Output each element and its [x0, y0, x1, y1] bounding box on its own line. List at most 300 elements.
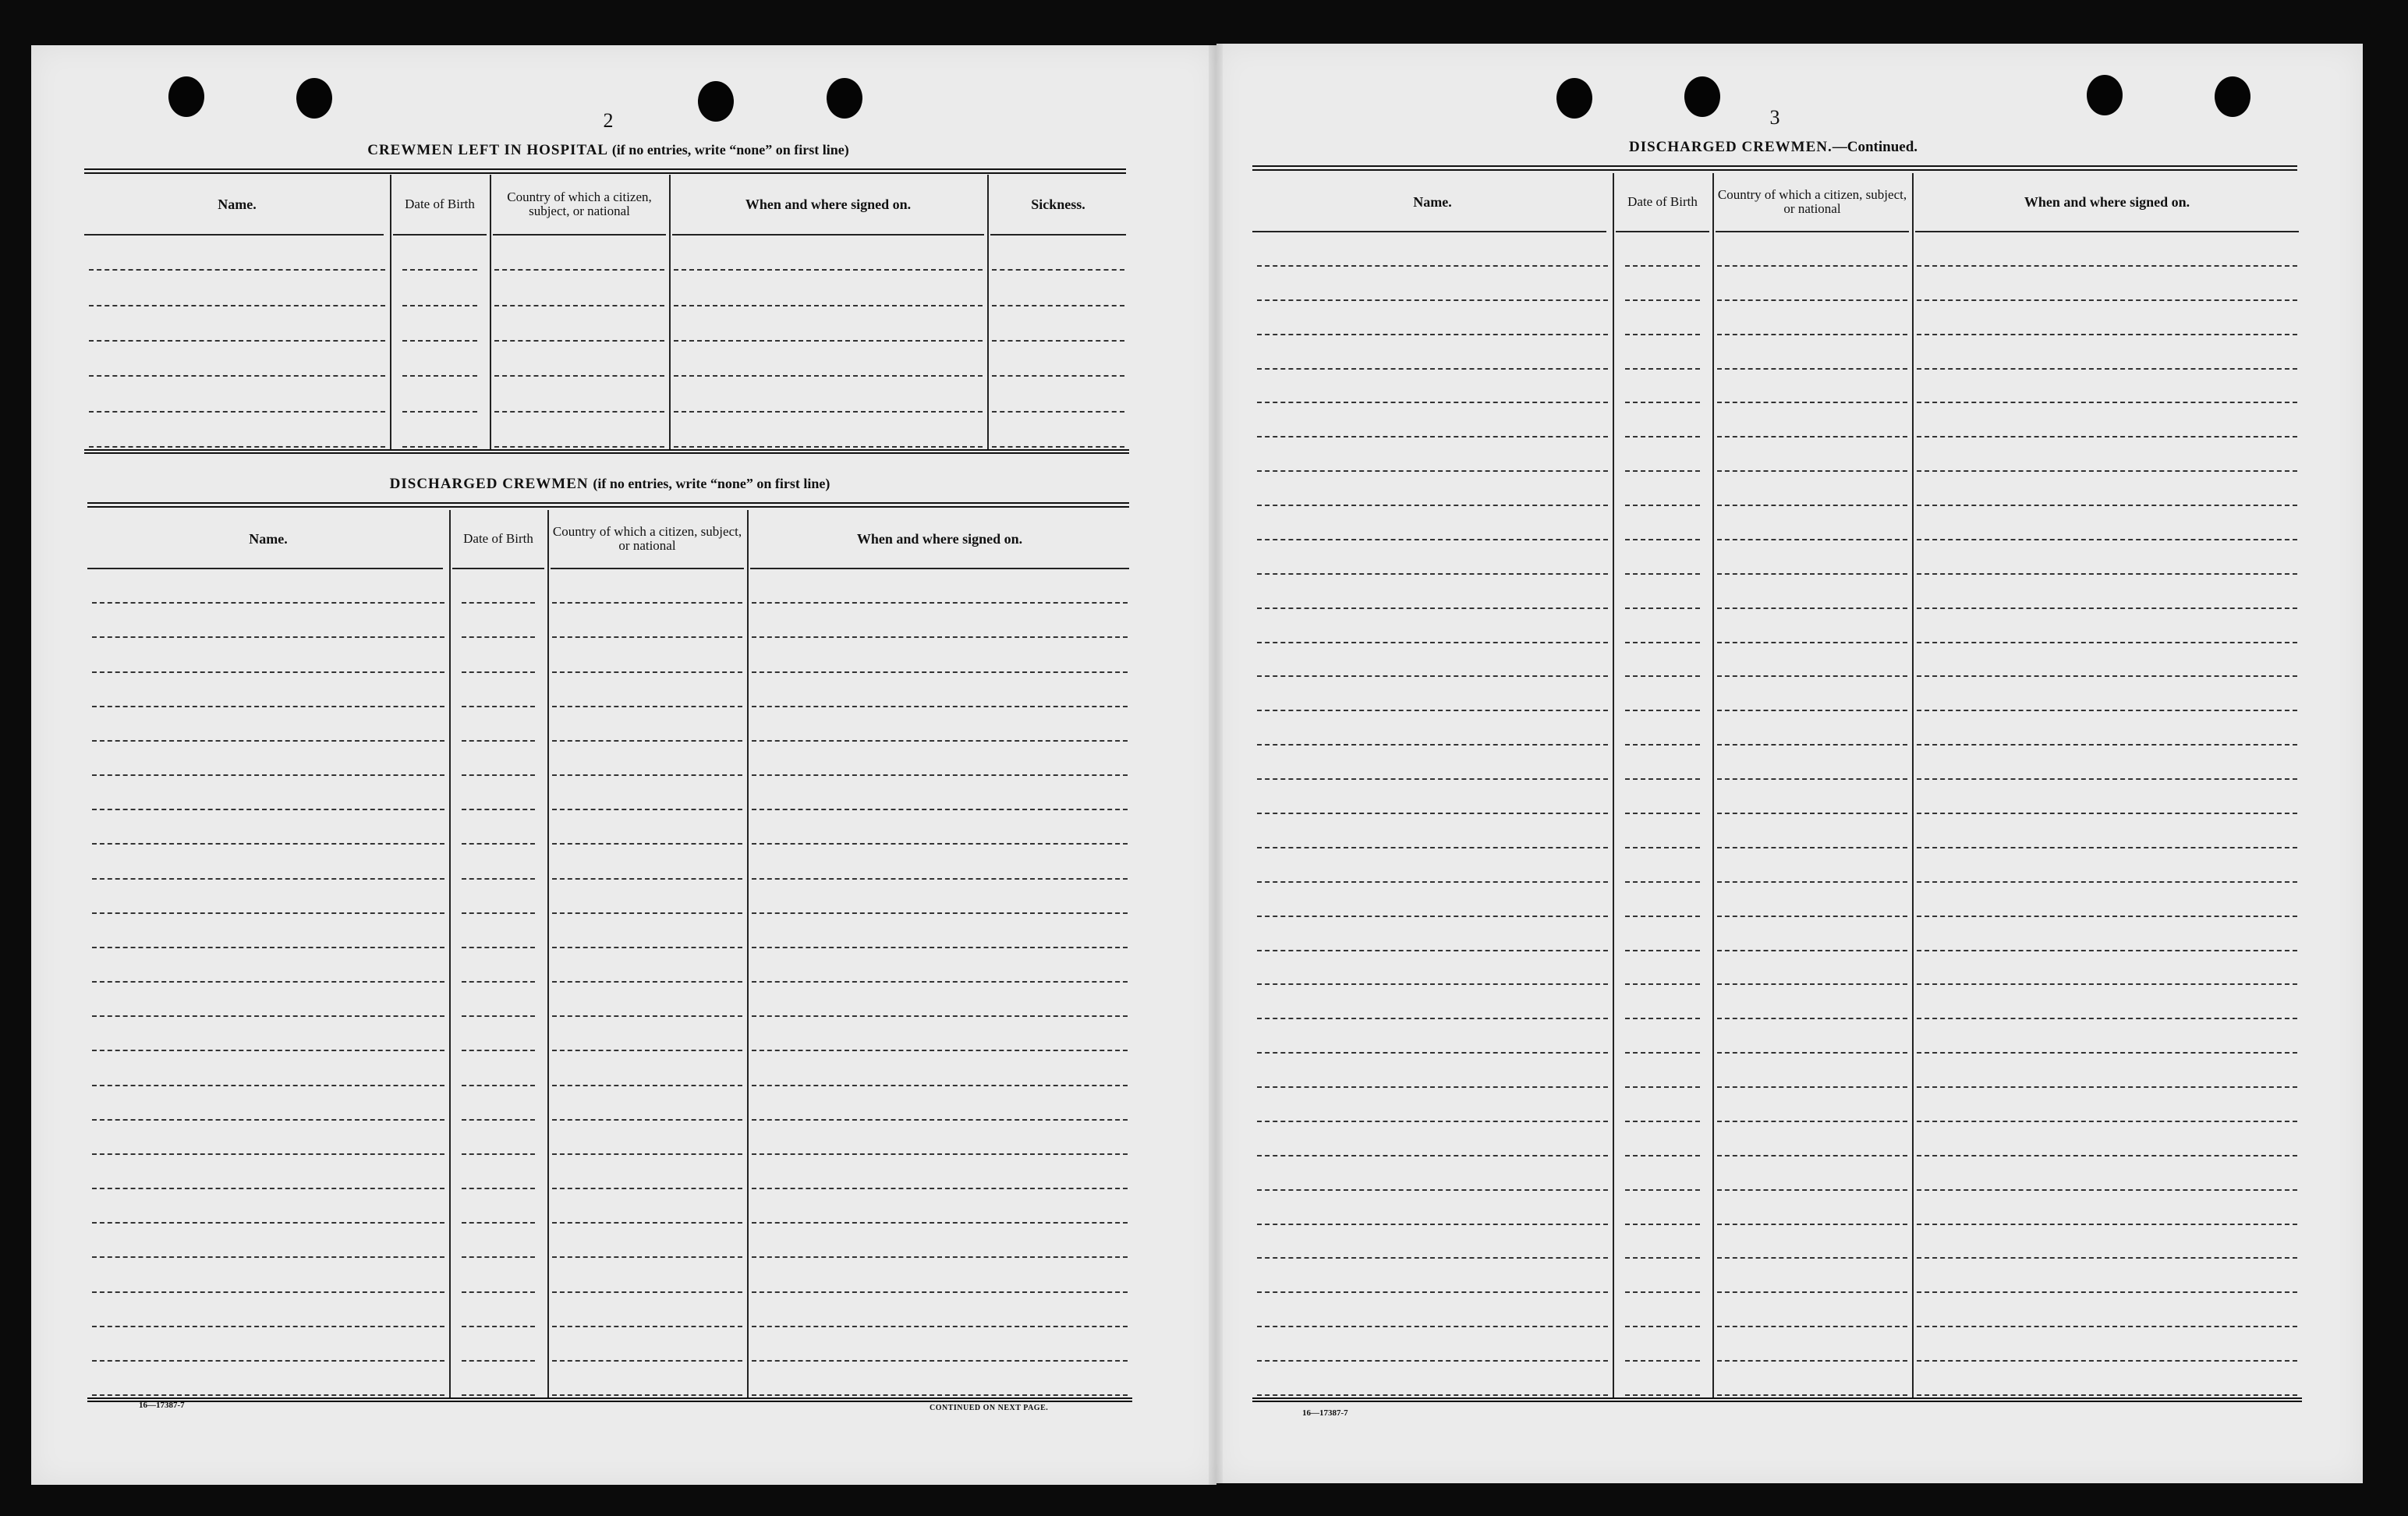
entry-line[interactable] — [552, 671, 742, 673]
entry-line[interactable] — [752, 1119, 1128, 1121]
entry-line[interactable] — [1257, 436, 1608, 437]
entry-line[interactable] — [1257, 1257, 1608, 1259]
header-underline — [452, 568, 544, 569]
entry-line[interactable] — [752, 843, 1128, 845]
entry-line[interactable] — [1257, 983, 1608, 985]
entry-line[interactable] — [1917, 1018, 2297, 1019]
form-code-right: 16—17387-7 — [1302, 1408, 1348, 1418]
entry-line[interactable] — [1717, 847, 1907, 848]
entry-line[interactable] — [1917, 1291, 2297, 1293]
entry-line[interactable] — [462, 636, 535, 638]
entry-line[interactable] — [1917, 813, 2297, 814]
entry-line[interactable] — [402, 375, 477, 377]
entry-line[interactable] — [552, 1085, 742, 1086]
entry-line[interactable] — [462, 1015, 535, 1017]
entry-line[interactable] — [552, 706, 742, 707]
entry-line[interactable] — [1257, 1155, 1608, 1156]
header-underline — [990, 234, 1126, 236]
entry-line[interactable] — [92, 878, 444, 880]
entry-line[interactable] — [1625, 470, 1700, 472]
entry-line[interactable] — [1257, 778, 1608, 780]
entry-line[interactable] — [92, 809, 444, 810]
entry-line[interactable] — [1717, 778, 1907, 780]
entry-line[interactable] — [1257, 539, 1608, 540]
column-header: Date of Birth — [405, 197, 475, 211]
entry-line[interactable] — [1917, 402, 2297, 403]
entry-line[interactable] — [992, 340, 1124, 342]
entry-line[interactable] — [92, 843, 444, 845]
entry-line[interactable] — [92, 636, 444, 638]
column-divider — [449, 510, 451, 1397]
punch-hole — [168, 76, 204, 117]
entry-line[interactable] — [1917, 539, 2297, 540]
entry-line[interactable] — [462, 1394, 535, 1396]
continued-note: CONTINUED ON NEXT PAGE. — [930, 1404, 1049, 1412]
entry-line[interactable] — [552, 878, 742, 880]
entry-line[interactable] — [89, 375, 385, 377]
entry-line[interactable] — [92, 1291, 444, 1293]
entry-line[interactable] — [1257, 1291, 1608, 1293]
entry-line[interactable] — [552, 1188, 742, 1189]
entry-line[interactable] — [1257, 470, 1608, 472]
entry-line[interactable] — [552, 1394, 742, 1396]
entry-line[interactable] — [92, 1188, 444, 1189]
entry-line[interactable] — [1625, 847, 1700, 848]
entry-line[interactable] — [1917, 916, 2297, 917]
entry-line[interactable] — [462, 947, 535, 948]
entry-line[interactable] — [1625, 299, 1700, 301]
table-bottom-rule — [1252, 1397, 2302, 1402]
discharged-continued-text: DISCHARGED CREWMEN. — [1628, 139, 1833, 155]
column-header: Country of which a citizen, subject, or national — [1717, 187, 1907, 216]
entry-line[interactable] — [752, 671, 1128, 673]
entry-line[interactable] — [1717, 813, 1907, 814]
column-divider — [490, 175, 491, 449]
column-header: Name. — [1413, 194, 1452, 210]
entry-line[interactable] — [1625, 813, 1700, 814]
entry-line[interactable] — [1717, 1257, 1907, 1259]
entry-line[interactable] — [552, 1360, 742, 1362]
entry-line[interactable] — [992, 305, 1124, 306]
entry-line[interactable] — [1917, 1052, 2297, 1054]
entry-line[interactable] — [1717, 675, 1907, 677]
column-divider — [390, 175, 391, 449]
entry-line[interactable] — [1717, 436, 1907, 437]
punch-hole — [1684, 76, 1720, 117]
entry-line[interactable] — [552, 1050, 742, 1051]
entry-line[interactable] — [1625, 1052, 1700, 1054]
entry-line[interactable] — [1717, 402, 1907, 403]
entry-line[interactable] — [1257, 881, 1608, 883]
entry-line[interactable] — [674, 411, 983, 413]
entry-line[interactable] — [1625, 710, 1700, 711]
entry-line[interactable] — [552, 1015, 742, 1017]
entry-line[interactable] — [1917, 710, 2297, 711]
entry-line[interactable] — [1625, 1326, 1700, 1327]
entry-line[interactable] — [462, 1153, 535, 1155]
entry-line[interactable] — [1625, 744, 1700, 746]
entry-line[interactable] — [1917, 436, 2297, 437]
entry-line[interactable] — [1717, 265, 1907, 267]
discharged-continued-title — [1629, 139, 1918, 156]
entry-line[interactable] — [552, 947, 742, 948]
entry-line[interactable] — [1257, 744, 1608, 746]
entry-line[interactable] — [1257, 573, 1608, 575]
entry-line[interactable] — [462, 1222, 535, 1224]
entry-line[interactable] — [1917, 1155, 2297, 1156]
discharged-section-title — [390, 476, 830, 493]
column-divider — [1912, 173, 1914, 1397]
entry-line[interactable] — [1717, 1326, 1907, 1327]
entry-line[interactable] — [1917, 778, 2297, 780]
entry-line[interactable] — [1717, 744, 1907, 746]
entry-line[interactable] — [92, 1085, 444, 1086]
entry-line[interactable] — [1717, 505, 1907, 506]
entry-line[interactable] — [1625, 1018, 1700, 1019]
column-header: When and where signed on. — [856, 531, 1023, 547]
entry-line[interactable] — [674, 340, 983, 342]
hospital-title-note: (if no entries, write “none” on first line) — [611, 142, 849, 158]
entry-line[interactable] — [494, 411, 664, 413]
entry-line[interactable] — [752, 1153, 1128, 1155]
entry-line[interactable] — [1717, 1224, 1907, 1225]
entry-line[interactable] — [89, 340, 385, 342]
entry-line[interactable] — [552, 1326, 742, 1327]
entry-line[interactable] — [552, 1119, 742, 1121]
entry-line[interactable] — [752, 1050, 1128, 1051]
entry-line[interactable] — [1717, 470, 1907, 472]
page-fold — [1209, 44, 1223, 1485]
entry-line[interactable] — [1625, 1086, 1700, 1088]
entry-line[interactable] — [752, 981, 1128, 983]
entry-line[interactable] — [462, 1119, 535, 1121]
entry-line[interactable] — [1917, 1326, 2297, 1327]
entry-line[interactable] — [1257, 334, 1608, 335]
column-divider — [747, 510, 749, 1397]
column-divider — [547, 510, 549, 1397]
entry-line[interactable] — [462, 671, 535, 673]
entry-line[interactable] — [1717, 1360, 1907, 1362]
entry-line[interactable] — [1625, 334, 1700, 335]
entry-line[interactable] — [494, 305, 664, 306]
entry-line[interactable] — [402, 340, 477, 342]
entry-line[interactable] — [462, 774, 535, 776]
entry-line[interactable] — [1257, 1224, 1608, 1225]
entry-line[interactable] — [92, 671, 444, 673]
entry-line[interactable] — [402, 446, 477, 448]
entry-line[interactable] — [1625, 1257, 1700, 1259]
entry-line[interactable] — [752, 912, 1128, 914]
hospital-section-title — [367, 142, 849, 159]
header-underline — [1252, 231, 1606, 232]
entry-line[interactable] — [552, 843, 742, 845]
entry-line[interactable] — [1257, 916, 1608, 917]
entry-line[interactable] — [92, 1015, 444, 1017]
entry-line[interactable] — [752, 809, 1128, 810]
entry-line[interactable] — [1625, 1291, 1700, 1293]
header-underline — [493, 234, 666, 236]
entry-line[interactable] — [1917, 950, 2297, 951]
column-header: Name. — [218, 197, 257, 212]
entry-line[interactable] — [92, 1119, 444, 1121]
entry-line[interactable] — [92, 1326, 444, 1327]
entry-line[interactable] — [494, 269, 664, 271]
entry-line[interactable] — [1257, 813, 1608, 814]
entry-line[interactable] — [752, 740, 1128, 742]
entry-line[interactable] — [552, 1153, 742, 1155]
entry-line[interactable] — [1917, 334, 2297, 335]
entry-line[interactable] — [1917, 744, 2297, 746]
entry-line[interactable] — [494, 375, 664, 377]
entry-line[interactable] — [1257, 1189, 1608, 1191]
entry-line[interactable] — [1717, 573, 1907, 575]
punch-hole — [296, 78, 332, 119]
entry-line[interactable] — [402, 269, 477, 271]
entry-line[interactable] — [1625, 539, 1700, 540]
entry-line[interactable] — [462, 1188, 535, 1189]
entry-line[interactable] — [1625, 1394, 1700, 1396]
entry-line[interactable] — [552, 1222, 742, 1224]
entry-line[interactable] — [552, 1291, 742, 1293]
entry-line[interactable] — [1917, 675, 2297, 677]
entry-line[interactable] — [462, 981, 535, 983]
entry-line[interactable] — [752, 636, 1128, 638]
entry-line[interactable] — [1625, 881, 1700, 883]
column-header: Name. — [249, 531, 288, 547]
entry-line[interactable] — [1625, 950, 1700, 951]
entry-line[interactable] — [1257, 1326, 1608, 1327]
entry-line[interactable] — [494, 446, 664, 448]
entry-line[interactable] — [462, 843, 535, 845]
entry-line[interactable] — [1625, 1189, 1700, 1191]
entry-line[interactable] — [462, 809, 535, 810]
entry-line[interactable] — [92, 947, 444, 948]
entry-line[interactable] — [1717, 642, 1907, 643]
entry-line[interactable] — [462, 706, 535, 707]
entry-line[interactable] — [89, 305, 385, 306]
entry-line[interactable] — [1257, 847, 1608, 848]
form-code-left: 16—17387-7 — [139, 1401, 185, 1410]
entry-line[interactable] — [1717, 334, 1907, 335]
punch-hole — [2087, 75, 2123, 115]
entry-line[interactable] — [1717, 1086, 1907, 1088]
entry-line[interactable] — [1625, 368, 1700, 370]
entry-line[interactable] — [752, 1394, 1128, 1396]
entry-line[interactable] — [1917, 983, 2297, 985]
entry-line[interactable] — [1257, 642, 1608, 643]
entry-line[interactable] — [674, 446, 983, 448]
entry-line[interactable] — [92, 602, 444, 604]
entry-line[interactable] — [402, 305, 477, 306]
discharged-table-right — [1252, 173, 2302, 1397]
entry-line[interactable] — [1717, 916, 1907, 917]
entry-line[interactable] — [92, 740, 444, 742]
entry-line[interactable] — [1625, 607, 1700, 609]
entry-line[interactable] — [552, 809, 742, 810]
entry-line[interactable] — [552, 981, 742, 983]
entry-line[interactable] — [92, 1360, 444, 1362]
entry-line[interactable] — [1917, 299, 2297, 301]
entry-line[interactable] — [1717, 1394, 1907, 1396]
entry-line[interactable] — [462, 1291, 535, 1293]
entry-line[interactable] — [92, 1394, 444, 1396]
entry-line[interactable] — [992, 411, 1124, 413]
entry-line[interactable] — [1257, 607, 1608, 609]
entry-line[interactable] — [1717, 1121, 1907, 1122]
entry-line[interactable] — [1625, 642, 1700, 643]
entry-line[interactable] — [752, 706, 1128, 707]
entry-line[interactable] — [494, 340, 664, 342]
entry-line[interactable] — [1717, 1052, 1907, 1054]
entry-line[interactable] — [1917, 607, 2297, 609]
entry-line[interactable] — [752, 947, 1128, 948]
entry-line[interactable] — [1917, 265, 2297, 267]
entry-line[interactable] — [462, 740, 535, 742]
entry-line[interactable] — [462, 1360, 535, 1362]
entry-line[interactable] — [1625, 402, 1700, 403]
entry-line[interactable] — [1257, 505, 1608, 506]
entry-line[interactable] — [1257, 950, 1608, 951]
entry-line[interactable] — [92, 912, 444, 914]
entry-line[interactable] — [1257, 1052, 1608, 1054]
entry-line[interactable] — [752, 1326, 1128, 1327]
entry-line[interactable] — [1625, 505, 1700, 506]
entry-line[interactable] — [752, 878, 1128, 880]
entry-line[interactable] — [552, 740, 742, 742]
page-number: 2 — [603, 109, 614, 132]
entry-line[interactable] — [92, 706, 444, 707]
entry-line[interactable] — [752, 1291, 1128, 1293]
entry-line[interactable] — [1917, 1086, 2297, 1088]
entry-line[interactable] — [1917, 368, 2297, 370]
entry-line[interactable] — [1257, 299, 1608, 301]
entry-line[interactable] — [462, 1050, 535, 1051]
entry-line[interactable] — [1257, 710, 1608, 711]
header-underline — [87, 568, 443, 569]
entry-line[interactable] — [752, 1256, 1128, 1258]
entry-line[interactable] — [1917, 1189, 2297, 1191]
entry-line[interactable] — [92, 1256, 444, 1258]
entry-line[interactable] — [89, 411, 385, 413]
entry-line[interactable] — [1257, 675, 1608, 677]
entry-line[interactable] — [1257, 368, 1608, 370]
entry-line[interactable] — [992, 269, 1124, 271]
column-header: Sickness. — [1031, 197, 1085, 212]
entry-line[interactable] — [552, 636, 742, 638]
entry-line[interactable] — [1625, 1155, 1700, 1156]
entry-line[interactable] — [674, 375, 983, 377]
entry-line[interactable] — [752, 1085, 1128, 1086]
entry-line[interactable] — [1257, 1121, 1608, 1122]
entry-line[interactable] — [1625, 983, 1700, 985]
entry-line[interactable] — [752, 1188, 1128, 1189]
entry-line[interactable] — [1717, 983, 1907, 985]
entry-line[interactable] — [1717, 950, 1907, 951]
entry-line[interactable] — [92, 981, 444, 983]
entry-line[interactable] — [1625, 1360, 1700, 1362]
entry-line[interactable] — [1717, 607, 1907, 609]
entry-line[interactable] — [462, 1256, 535, 1258]
entry-line[interactable] — [1717, 299, 1907, 301]
entry-line[interactable] — [92, 1222, 444, 1224]
entry-line[interactable] — [552, 774, 742, 776]
entry-line[interactable] — [992, 446, 1124, 448]
entry-line[interactable] — [1717, 368, 1907, 370]
entry-line[interactable] — [1625, 436, 1700, 437]
hospital-top-rule — [84, 168, 1126, 174]
entry-line[interactable] — [1257, 1018, 1608, 1019]
column-divider — [987, 175, 989, 449]
entry-line[interactable] — [1625, 265, 1700, 267]
entry-line[interactable] — [1917, 1360, 2297, 1362]
entry-line[interactable] — [462, 912, 535, 914]
entry-line[interactable] — [462, 1085, 535, 1086]
entry-line[interactable] — [1257, 1360, 1608, 1362]
entry-line[interactable] — [1917, 573, 2297, 575]
entry-line[interactable] — [1717, 1291, 1907, 1293]
entry-line[interactable] — [1257, 1086, 1608, 1088]
entry-line[interactable] — [1917, 470, 2297, 472]
entry-line[interactable] — [1917, 1121, 2297, 1122]
entry-line[interactable] — [1257, 265, 1608, 267]
entry-line[interactable] — [1625, 675, 1700, 677]
entry-line[interactable] — [1257, 1394, 1608, 1396]
entry-line[interactable] — [752, 1222, 1128, 1224]
entry-line[interactable] — [1917, 881, 2297, 883]
entry-line[interactable] — [1625, 1224, 1700, 1225]
entry-line[interactable] — [89, 269, 385, 271]
entry-line[interactable] — [1717, 881, 1907, 883]
entry-line[interactable] — [1917, 642, 2297, 643]
entry-line[interactable] — [1917, 847, 2297, 848]
entry-line[interactable] — [552, 912, 742, 914]
entry-line[interactable] — [552, 602, 742, 604]
entry-line[interactable] — [752, 774, 1128, 776]
entry-line[interactable] — [1717, 710, 1907, 711]
entry-line[interactable] — [462, 602, 535, 604]
entry-line[interactable] — [552, 1256, 742, 1258]
entry-line[interactable] — [1917, 505, 2297, 506]
entry-line[interactable] — [1917, 1394, 2297, 1396]
entry-line[interactable] — [1625, 916, 1700, 917]
entry-line[interactable] — [1717, 539, 1907, 540]
entry-line[interactable] — [462, 878, 535, 880]
punch-hole — [2215, 76, 2250, 117]
entry-line[interactable] — [1717, 1155, 1907, 1156]
entry-line[interactable] — [89, 446, 385, 448]
entry-line[interactable] — [674, 269, 983, 271]
entry-line[interactable] — [92, 1153, 444, 1155]
entry-line[interactable] — [1717, 1018, 1907, 1019]
entry-line[interactable] — [1625, 778, 1700, 780]
header-underline — [393, 234, 487, 236]
entry-line[interactable] — [674, 305, 983, 306]
entry-line[interactable] — [1717, 1189, 1907, 1191]
entry-line[interactable] — [92, 774, 444, 776]
entry-line[interactable] — [462, 1326, 535, 1327]
entry-line[interactable] — [92, 1050, 444, 1051]
entry-line[interactable] — [1257, 402, 1608, 403]
entry-line[interactable] — [992, 375, 1124, 377]
entry-line[interactable] — [1625, 573, 1700, 575]
entry-line[interactable] — [752, 1360, 1128, 1362]
entry-line[interactable] — [1625, 1121, 1700, 1122]
entry-line[interactable] — [752, 602, 1128, 604]
entry-line[interactable] — [1917, 1224, 2297, 1225]
entry-line[interactable] — [752, 1015, 1128, 1017]
entry-line[interactable] — [1917, 1257, 2297, 1259]
entry-line[interactable] — [402, 411, 477, 413]
